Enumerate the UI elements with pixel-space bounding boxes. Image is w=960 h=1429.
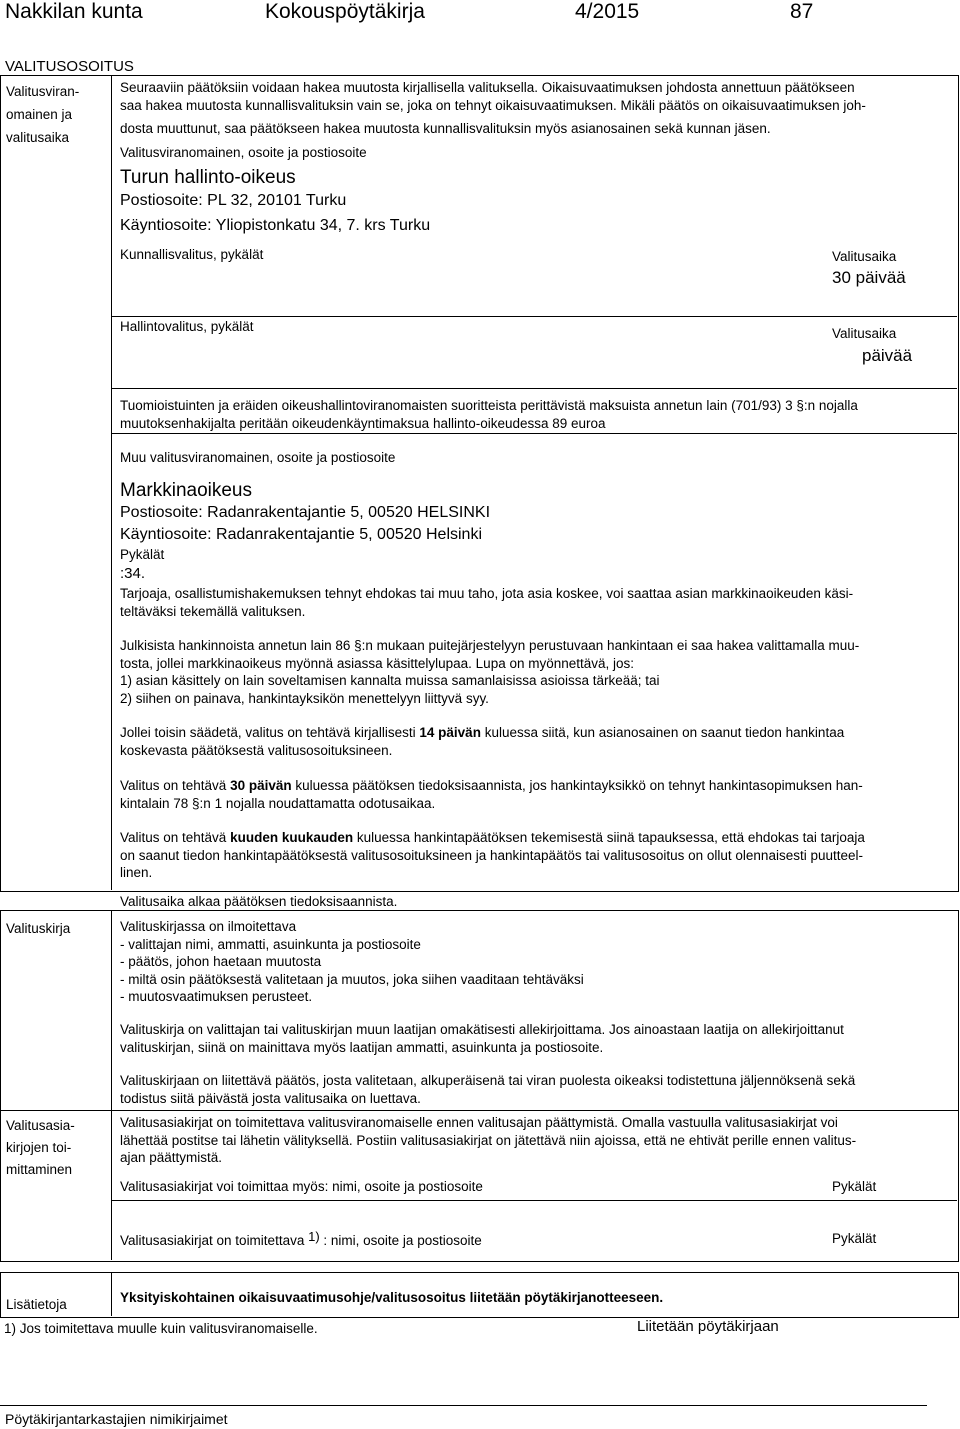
section-label-line: valitusaika xyxy=(6,130,70,145)
text-line: 1) asian käsittely on lain soveltamisen kannalta muissa samanlaisissa asioissa tärkeää; tai xyxy=(120,673,660,688)
delivery-must-sections-label: Pykälät xyxy=(832,1231,877,1246)
administrative-appeal-label: Hallintovalitus, pykälät xyxy=(120,319,254,334)
text-span: Valitusasiakirjat on toimitettava xyxy=(120,1233,309,1248)
visiting-address: Käyntiosoite: Yliopistonkatu 34, 7. krs Turku xyxy=(120,217,431,234)
municipality-name: Nakkilan kunta xyxy=(5,0,143,23)
text-line: linen. xyxy=(120,865,153,880)
text-line: tosta, jollei markkinaoikeus myönnä asiassa käsittelylupaa. Lupa on myönnettävä, jos: xyxy=(120,655,635,671)
page-number: 87 xyxy=(790,0,814,23)
section-divider-3 xyxy=(0,1110,958,1111)
list-item: - miltä osin päätöksestä valitetaan ja muutos, joka siihen vaaditaan tehtäväksi xyxy=(120,971,584,987)
text-line: Valitusasiakirjat on toimitettava valitusviranomaiselle ennen valitusajan päättymistä. Omalla vastuulla valitusasiakirjat voi xyxy=(120,1115,838,1130)
other-authority-label: Muu valitusviranomainen, osoite ja postiosoite xyxy=(120,450,396,465)
text-line: koskevasta päätöksestä valitusosoituksineen. xyxy=(120,742,393,758)
emphasis: 14 päivän xyxy=(419,725,481,740)
signature-label: Pöytäkirjantarkastajien nimikirjaimet xyxy=(5,1411,228,1427)
footnote-marker: 1) xyxy=(308,1229,320,1244)
text-line: muutoksenhakijalta peritään oikeudenkäyntimaksua hallinto-oikeudessa 89 euroa xyxy=(120,415,606,431)
text-line: kintalain 78 §:n 1 nojalla noudattamatta odotusaikaa. xyxy=(120,795,436,811)
text-line: dosta muuttunut, saa päätökseen hakea muutosta kunnallisvalituksin myös asianosainen sekä kunnan jäsen. xyxy=(120,121,771,136)
section-label-line: Valitusasia- xyxy=(6,1118,75,1133)
text-line: lähettää postitse tai lähetin välityksellä. Postiin valitusasiakirjat on jätettävä niin ajoissa, että ne ehtivät perille ennen valitus- xyxy=(120,1132,857,1148)
municipal-appeal-label: Kunnallisvalitus, pykälät xyxy=(120,247,264,262)
section-label-delivery xyxy=(6,1115,75,1181)
appeal-period-label: Valitusaika xyxy=(832,249,897,264)
row-divider xyxy=(111,388,957,389)
text-line: Seuraaviin päätöksiin voidaan hakea muutosta kirjallisella valituksella. Oikaisuvaatimuksen johdosta annettuun päätökseen xyxy=(120,80,855,95)
delivery-may-sections-label: Pykälät xyxy=(832,1179,877,1194)
section-label-appeal-letter: Valituskirja xyxy=(6,921,71,936)
paragraph-30-days xyxy=(120,777,955,812)
text-line: saa hakea muutosta kunnallisvalituksin vain se, joka on tehnyt oikaisuvaatimuksen. Mikäli päätös on oikaisuvaatimuksen joh- xyxy=(120,97,866,113)
emphasis: kuuden kuukauden xyxy=(230,830,354,845)
text-span: kuluessa hankintapäätöksen tekemisestä siinä tapauksessa, että ehdokas tai tarjoaja xyxy=(353,830,865,845)
section-label-line: kirjojen toi- xyxy=(6,1140,72,1155)
section-label-additional-info: Lisätietoja xyxy=(6,1297,67,1312)
text-line: Tuomioistuinten ja eräiden oikeushallintoviranomaisten suoritteista perittävistä maksuista annetun lain (701/93) 3 §:n nojalla xyxy=(120,398,858,413)
section-label-line: Valitusviran- xyxy=(6,84,80,99)
delivery-must-label xyxy=(120,1229,482,1250)
text-line: valituskirjan, siinä on mainittava myös laatijan ammatti, asuinkunta ja postiosoite. xyxy=(120,1039,604,1055)
appeal-letter-attachment-paragraph xyxy=(120,1072,955,1107)
text-line: Julkisista hankinnoista annetun lain 86 §:n mukaan puitejärjestelyyn perustuvaan hankintaan ei saa hakea valittamalla muu- xyxy=(120,638,860,653)
text-span: : nimi, osoite ja postiosoite xyxy=(319,1233,482,1248)
list-item: Valituskirjassa on ilmoitettava xyxy=(120,919,297,934)
emphasis: 30 päivän xyxy=(230,778,292,793)
text-line: todistus siitä päivästä josta valitusaika on luettava. xyxy=(120,1090,421,1106)
section-label-line: mittaminen xyxy=(6,1162,73,1177)
row-divider xyxy=(111,316,957,317)
text-span: Jollei toisin säädetä, valitus on tehtävä kirjallisesti xyxy=(120,725,420,740)
administrative-appeal-days: päivää xyxy=(862,346,913,365)
other-visiting-address: Käyntiosoite: Radanrakentajantie 5, 00520 Helsinki xyxy=(120,526,483,543)
sections-label: Pykälät xyxy=(120,547,165,562)
signature-line xyxy=(0,1405,927,1406)
other-court-name: Markkinaoikeus xyxy=(120,480,252,501)
postal-address: Postiosoite: PL 32, 20101 Turku xyxy=(120,192,347,209)
text-line: 2) siihen on painava, hankintayksikön menettelyyn liittyvä syy. xyxy=(120,690,489,706)
municipal-appeal-days: 30 päivää xyxy=(832,268,906,287)
attached-note: Liitetään pöytäkirjaan xyxy=(637,1318,779,1335)
text-span: Valitus on tehtävä xyxy=(120,830,231,845)
appeal-period-label-2: Valitusaika xyxy=(832,326,897,341)
paragraph-period-start: Valitusaika alkaa päätöksen tiedoksisaannista. xyxy=(120,894,398,909)
text-span: kuluessa siitä, kun asianosainen on saanut tiedon hankintaa xyxy=(480,725,845,740)
list-item: - valittajan nimi, ammatti, asuinkunta ja postiosoite xyxy=(120,936,421,952)
appeal-letter-contents xyxy=(120,918,955,1006)
appeal-letter-signature-paragraph xyxy=(120,1021,955,1056)
text-line: ajan päättymistä. xyxy=(120,1150,223,1165)
authority-label: Valitusviranomainen, osoite ja postiosoite xyxy=(120,145,367,160)
list-item: - päätös, johon haetaan muutosta xyxy=(120,954,322,969)
section-label-line: omainen ja xyxy=(6,107,73,122)
meeting-number: 4/2015 xyxy=(575,0,640,23)
text-span: Valitus on tehtävä xyxy=(120,778,231,793)
page-title: VALITUSOSOITUS xyxy=(5,58,134,75)
court-name: Turun hallinto-oikeus xyxy=(120,167,296,188)
label-divider-4 xyxy=(111,1272,112,1316)
intro-paragraph xyxy=(120,79,955,138)
text-line: teltäväksi tekemällä valituksen. xyxy=(120,603,306,619)
label-divider-2 xyxy=(111,910,112,1260)
additional-info-text: Yksityiskohtainen oikaisuvaatimusohje/valitusosoitus liitetään pöytäkirjanotteeseen. xyxy=(120,1290,664,1305)
section-label-authority xyxy=(6,80,79,149)
document-type: Kokouspöytäkirja xyxy=(265,0,425,23)
label-divider-1 xyxy=(111,75,112,890)
paragraph-14-days xyxy=(120,724,955,759)
paragraph-procurement-law xyxy=(120,637,955,707)
delivery-may-label: Valitusasiakirjat voi toimittaa myös: nimi, osoite ja postiosoite xyxy=(120,1179,483,1194)
court-fee-paragraph xyxy=(120,397,955,432)
text-line: Tarjoaja, osallistumishakemuksen tehnyt ehdokas tai muu taho, jota asia koskee, voi saattaa asian markkinaoikeuden käsi- xyxy=(120,586,854,601)
footnote: 1) Jos toimitettava muulle kuin valitusviranomaiselle. xyxy=(4,1321,318,1336)
sections-value: :34. xyxy=(120,565,146,582)
delivery-paragraph xyxy=(120,1114,955,1167)
text-line: Valituskirja on valittajan tai valituskirjan muun laatijan omakätisesti allekirjoittama. Jos ainoastaan laatija on allekirjoittanut xyxy=(120,1022,844,1037)
text-line: on saanut tiedon hankintapäätöksestä valitusosoituksineen ja hankintapäätös tai valitusosoitus on ollut olennaisesti puutteel- xyxy=(120,847,863,863)
paragraph-six-months xyxy=(120,829,955,882)
list-item: - muutosvaatimuksen perusteet. xyxy=(120,989,313,1004)
text-span: kuluessa päätöksen tiedoksisaannista, jos hankintayksikkö on tehnyt hankintasopimuksen han- xyxy=(291,778,863,793)
other-postal-address: Postiosoite: Radanrakentajantie 5, 00520 HELSINKI xyxy=(120,504,491,521)
paragraph-tenderer xyxy=(120,585,955,620)
text-line: Valituskirjaan on liitettävä päätös, josta valitetaan, alkuperäisenä tai viran puolesta oikeaksi todistettuna jäljennöksenä sekä xyxy=(120,1073,856,1088)
row-divider xyxy=(111,1200,957,1201)
row-divider xyxy=(111,433,957,434)
